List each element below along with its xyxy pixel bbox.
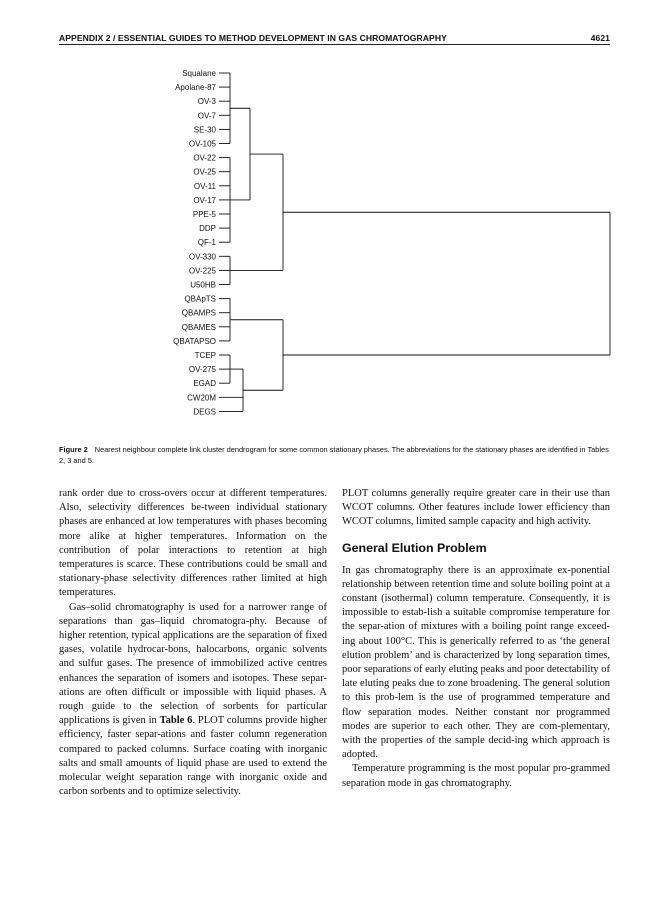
leaf-label: OV-225 (188, 266, 216, 276)
left-paragraph-2 (59, 601, 327, 800)
leaf-labels (173, 69, 216, 416)
leaf-label: QBATAPSO (173, 336, 216, 346)
leaf-label: CW20M (187, 393, 216, 403)
dendrogram-figure (0, 60, 668, 432)
right-paragraph-3: Temperature programming is the most popular pro-grammed separation mode in gas chromatography. (342, 763, 610, 789)
right-column (342, 487, 610, 791)
leaf-label: QBAMES (181, 322, 216, 332)
leaf-label: OV-11 (193, 181, 216, 191)
page-number: 4621 (590, 33, 610, 43)
leaf-label: OV-17 (193, 195, 216, 205)
header-rule (59, 44, 610, 45)
leaf-label: TCEP (194, 351, 216, 360)
left-column (59, 487, 327, 799)
running-header (59, 33, 610, 43)
leaf-label: PPE-5 (192, 210, 216, 219)
section-heading: General Elution Problem (342, 540, 487, 555)
dendrogram-links (219, 73, 610, 411)
leaf-label: QBApTS (184, 294, 216, 304)
leaf-label: OV-275 (188, 365, 216, 375)
leaf-label: OV-22 (193, 153, 216, 163)
running-title: APPENDIX 2 / ESSENTIAL GUIDES TO METHOD DEVELOPMENT IN GAS CHROMATOGRAPHY (59, 33, 447, 43)
leaf-label: OV-105 (188, 139, 216, 149)
leaf-label: U50HB (190, 280, 216, 290)
leaf-label: OV-25 (193, 167, 216, 177)
left-paragraph-2-before: Gas–solid chromatography is used for a narrower range of separations than gas–liquid chromatogra-phy. Because of higher retention, typical applications are the separation of fixed gases, volatile hydrocar-bons, halocarbons, organic solvents and sulfur gases. The presence of immobilized active centres enhances the separation of isomers and isotopes. These separ-ations are often difficult or impossible with liquid phases. A rough guide to the selection of sorbents for particular applications is given in (59, 601, 327, 727)
caption-text: Nearest neighbour complete link cluster dendrogram for some common stationary phases. The abbreviations for the stationary phases are identified in Tables 2, 3 and 5. (59, 445, 609, 465)
leaf-label: OV-330 (188, 252, 216, 262)
right-paragraph-2: In gas chromatography there is an approximate ex-ponential relationship between retention time and solute boiling point at a constant (isothermal) column temperature. Consequently, it is impossible to estab-lish a suitable compromise temperature for the separ-ation of mixtures with a boiling point range exceed-ing about 100°C. This is generically referred to as ‘the general elution problem’ and is characterized by long separation times, poor separations of early eluting peaks and poor detectability of late eluting peaks due to zone broadening. The general solution to this prob-lem is the use of programmed temperature and flow separation modes. Neither constant nor programmed modes are superior to each other. They are com-plementary, with the properties of the sample decid-ing which approach is adopted. (342, 564, 610, 761)
leaf-label: QF-1 (197, 238, 216, 248)
leaf-label: DDP (199, 224, 216, 234)
figure-caption (59, 445, 610, 466)
left-paragraph-2-after: . PLOT columns provide higher efficiency, faster separ-ations and faster column regeneration compared to packed columns. Surface coating with inorganic salts and small amounts of liquid phase are used to extend the molecular weight separation range with inorganic oxide and carbon sorbents and to optimize selectivity. (59, 715, 327, 798)
table-reference-link[interactable]: Table 6 (159, 715, 193, 727)
leaf-label: DEGS (193, 407, 216, 417)
right-paragraph-1: PLOT columns generally require greater care in their use than WCOT columns. Other features include lower efficiency than WCOT columns, limited sample capacity and high activity. (342, 488, 610, 528)
leaf-label: OV-3 (197, 97, 216, 107)
leaf-label: OV-7 (197, 111, 216, 121)
leaf-label: Squalane (182, 69, 216, 78)
leaf-label: Apolane-87 (175, 83, 216, 93)
caption-label: Figure 2 (59, 445, 88, 454)
leaf-label: EGAD (193, 379, 216, 389)
left-paragraph-1: rank order due to cross-overs occur at different temperatures. Also, selectivity differences be-tween individual stationary phases are enhanced at low temperatures with phases becoming more alike at higher temperatures. Information on the contribution of polar interactions to retention at high temperatures is scarce. These contributions could be small and stationary-phase selectivity differences rather limited at high temperatures. (59, 488, 327, 599)
leaf-label: QBAMPS (181, 308, 216, 318)
leaf-label: SE-30 (193, 125, 216, 135)
